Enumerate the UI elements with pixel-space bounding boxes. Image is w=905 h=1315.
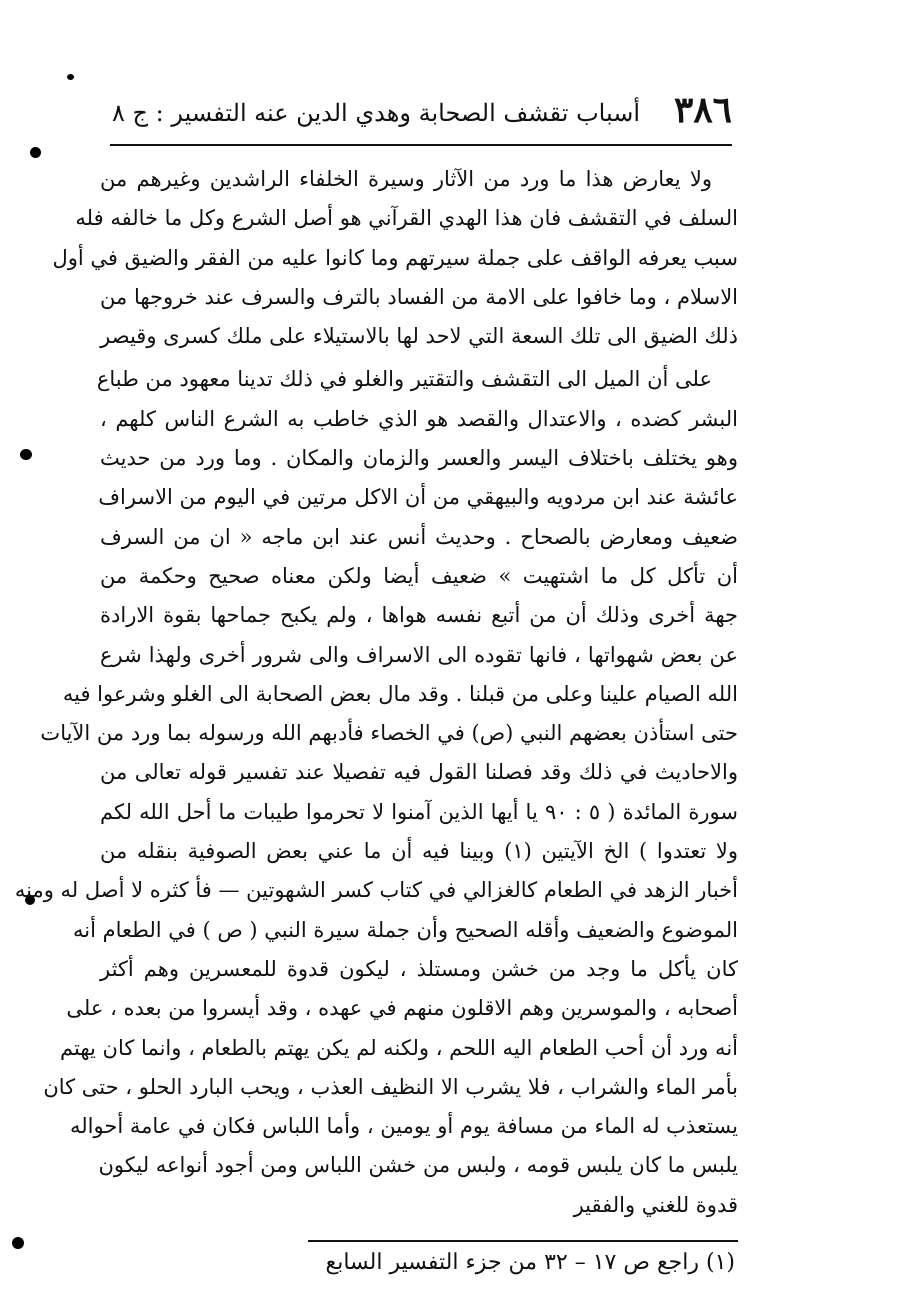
text-line: وهو يختلف باختلاف اليسر والعسر والزمان والمكان . وما ورد من حديث [100, 446, 738, 471]
text-line: قدوة للغني والفقير [573, 1192, 738, 1217]
text-line: حتى استأذن بعضهم النبي (ص) في الخصاء فأدبهم الله ورسوله بما ورد من الآيات [40, 721, 738, 746]
text-line: ولا تعتدوا ) الخ الآيتين (١) وبينا فيه أن ما عني بعض الصوفية بنقله من [100, 839, 738, 864]
scan-speck [30, 147, 41, 158]
text-line: عائشة عند ابن مردويه والبيهقي من أن الاكل مرتين في اليوم من الاسراف [98, 485, 738, 510]
scan-speck [12, 1237, 24, 1249]
text-line: ذلك الضيق الى تلك السعة التي لاحد لها بالاستيلاء على ملك كسرى وقيصر [100, 324, 738, 349]
text-line: يستعذب له الماء من مسافة يوم أو يومين ، وأما اللباس فكان في عامة أحواله [70, 1114, 738, 1139]
text-line: ضعيف ومعارض بالصحاح . وحديث أنس عند ابن ماجه « ان من السرف [100, 524, 738, 549]
text-line: عن بعض شهواتها ، فانها تقوده الى الاسراف والى شرور أخرى ولهذا شرع [100, 642, 738, 667]
footnote-rule [308, 1240, 738, 1242]
page-number: ٣٨٦ [673, 89, 732, 131]
text-line: أصحابه ، والموسرين وهم الاقلون منهم في عهده ، وقد أيسروا من بعده ، على [66, 996, 738, 1021]
running-header [110, 88, 732, 140]
footnote: (١) راجع ص ١٧ – ٣٢ من جزء التفسير السابع [325, 1250, 735, 1275]
text-line: يلبس ما كان يلبس قومه ، ولبس من خشن اللباس ومن أجود أنواعه ليكون [98, 1153, 738, 1178]
text-line: الموضوع والضعيف وأقله الصحيح وأن جملة سيرة النبي ( ص ) في الطعام أنه [72, 917, 738, 942]
volume-label: التفسير : ج ٨ [112, 99, 247, 127]
scan-speck [67, 74, 74, 80]
running-title: أسباب تقشف الصحابة وهدي الدين عنه [254, 99, 640, 127]
text-line: الله الصيام علينا وعلى من قبلنا . وقد مال بعض الصحابة الى الغلو وشرعوا فيه [62, 681, 738, 706]
text-line: كان يأكل ما وجد من خشن ومستلذ ، ليكون قدوة للمعسرين وهم أكثر [100, 956, 738, 981]
text-line: البشر كضده ، والاعتدال والقصد هو الذي خاطب به الشرع الناس كلهم ، [100, 406, 738, 431]
text-line: والاحاديث في ذلك وقد فصلنا القول فيه تفصيلا عند تفسير قوله تعالى من [100, 760, 738, 785]
text-line: السلف في التقشف فان هذا الهدي القرآني هو أصل الشرع وكل ما خالفه فله [75, 206, 738, 231]
text-line: ولا يعارض هذا ما ورد من الآثار وسيرة الخلفاء الراشدين وغيرهم من [100, 167, 712, 191]
text-line: أن تأكل كل ما اشتهيت » ضعيف أيضا ولكن معناه صحيح وحكمة من [100, 563, 738, 588]
scan-speck [20, 449, 32, 460]
text-line: بأمر الماء والشراب ، فلا يشرب الا النظيف العذب ، ويحب البارد الحلو ، حتى كان [43, 1074, 738, 1099]
text-line: سبب يعرفه الواقف على جملة سيرتهم وما كانوا عليه من الفقر والضيق في أول [52, 245, 738, 270]
text-line: سورة المائدة ( ٥ : ٩٠ يا أيها الذين آمنوا لا تحرموا طيبات ما أحل الله لكم [100, 799, 738, 824]
text-line: أنه ورد أن أحب الطعام اليه اللحم ، ولكنه لم يكن يهتم بالطعام ، وانما كان يهتم [60, 1035, 738, 1060]
body-text [14, 160, 738, 1225]
text-line: جهة أخرى وذلك أن من أتبع نفسه هواها ، ولم يكبح جماحها بقوة الارادة [100, 603, 738, 628]
text-line: أخبار الزهد في الطعام كالغزالي في كتاب كسر الشهوتين — فأ كثره لا أصل له ومنه [14, 878, 738, 903]
text-line: الاسلام ، وما خافوا على الامة من الفساد بالترف والسرف عند خروجها من [100, 284, 738, 309]
text-line: على أن الميل الى التقشف والتقتير والغلو في ذلك تدينا معهود من طباع [96, 367, 712, 392]
header-rule [110, 144, 732, 146]
